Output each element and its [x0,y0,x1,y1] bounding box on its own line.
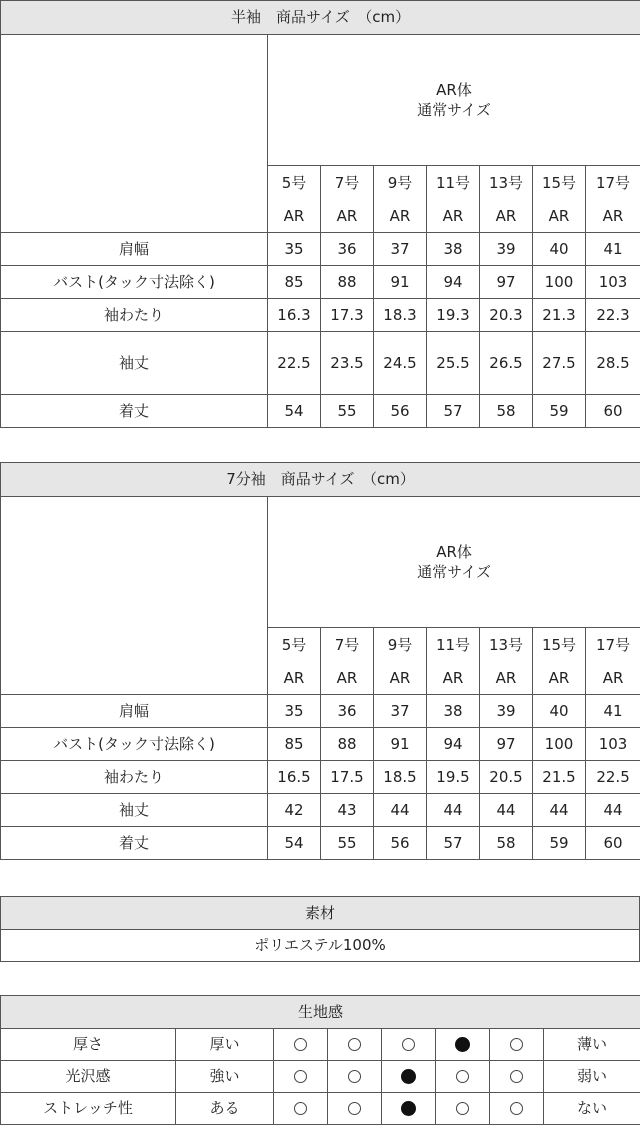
cell: 21.3 [533,299,586,332]
table-row [1,827,640,860]
size-type: AR [321,200,374,233]
cell: 85 [268,728,321,761]
cell: 103 [586,266,640,299]
cell: 24.5 [374,332,427,395]
cell: 85 [268,266,321,299]
row-label: 袖わたり [1,299,268,332]
size-type: AR [268,200,321,233]
cell: 43 [321,794,374,827]
cell: 97 [480,266,533,299]
size-header: 5号 [268,628,321,662]
rating-mark [328,1029,382,1061]
cell: 36 [321,695,374,728]
cell: 58 [480,827,533,860]
size-header: 15号 [533,166,586,200]
size-header: 17号 [586,166,640,200]
cell: 56 [374,395,427,428]
cell: 35 [268,695,321,728]
empty-circle-icon [294,1102,307,1115]
table-row [1,233,640,266]
rating-mark [274,1061,328,1093]
cell: 55 [321,827,374,860]
cell: 20.5 [480,761,533,794]
rating-mark [436,1093,490,1125]
cell: 44 [533,794,586,827]
size-type: AR [533,662,586,695]
cell: 44 [427,794,480,827]
empty-circle-icon [348,1102,361,1115]
rating-mark [436,1029,490,1061]
fabric-row-label: 厚さ [1,1029,176,1061]
cell: 18.5 [374,761,427,794]
cell: 23.5 [321,332,374,395]
size-header: 11号 [427,166,480,200]
cell: 88 [321,728,374,761]
cell: 18.3 [374,299,427,332]
material-value: ポリエステル100% [1,930,640,962]
cell: 35 [268,233,321,266]
cell: 54 [268,827,321,860]
fabric-row [1,1093,640,1125]
table-row [1,332,640,395]
size-type: AR [586,662,640,695]
size-header: 5号 [268,166,321,200]
cell: 94 [427,266,480,299]
rating-mark [490,1093,544,1125]
cell: 97 [480,728,533,761]
cell: 56 [374,827,427,860]
cell: 41 [586,233,640,266]
size-header: 7号 [321,166,374,200]
size-type: AR [321,662,374,695]
size-header: 13号 [480,628,533,662]
cell: 91 [374,728,427,761]
fabric-left-label: 強い [176,1061,274,1093]
cell: 44 [374,794,427,827]
size-header: 7号 [321,628,374,662]
rating-mark [274,1029,328,1061]
size-group-subname: 通常サイズ [417,563,491,581]
cell: 25.5 [427,332,480,395]
filled-circle-icon [401,1101,416,1116]
cell: 54 [268,395,321,428]
row-label: 着丈 [1,395,268,428]
cell: 59 [533,395,586,428]
empty-circle-icon [348,1038,361,1051]
corner-cell [1,35,268,233]
row-label: 袖丈 [1,332,268,395]
empty-circle-icon [510,1038,523,1051]
cell: 58 [480,395,533,428]
cell: 19.3 [427,299,480,332]
cell: 38 [427,695,480,728]
size-type: AR [374,662,427,695]
three-quarter-sleeve-size-table [0,462,640,860]
rating-mark [436,1061,490,1093]
cell: 21.5 [533,761,586,794]
size-header: 17号 [586,628,640,662]
cell: 103 [586,728,640,761]
fabric-row [1,1029,640,1061]
row-label: 肩幅 [1,695,268,728]
cell: 60 [586,395,640,428]
cell: 88 [321,266,374,299]
cell: 40 [533,695,586,728]
cell: 41 [586,695,640,728]
empty-circle-icon [294,1038,307,1051]
size-header: 15号 [533,628,586,662]
size-type: AR [268,662,321,695]
size-group-header [268,497,640,628]
fabric-row [1,1061,640,1093]
material-title: 素材 [1,897,640,930]
size-group-subname: 通常サイズ [417,101,491,119]
fabric-right-label: ない [544,1093,640,1125]
fabric-left-label: 厚い [176,1029,274,1061]
empty-circle-icon [402,1038,415,1051]
rating-mark [328,1093,382,1125]
table-row [1,299,640,332]
cell: 44 [586,794,640,827]
table-row [1,695,640,728]
cell: 91 [374,266,427,299]
row-label: 肩幅 [1,233,268,266]
material-table [0,896,640,962]
empty-circle-icon [294,1070,307,1083]
cell: 22.3 [586,299,640,332]
table-title: 7分袖 商品サイズ （cm） [1,463,640,497]
corner-cell [1,497,268,695]
table-row [1,794,640,827]
size-type: AR [427,662,480,695]
empty-circle-icon [456,1070,469,1083]
size-header: 11号 [427,628,480,662]
cell: 59 [533,827,586,860]
empty-circle-icon [456,1102,469,1115]
row-label: バスト(タック寸法除く) [1,728,268,761]
cell: 22.5 [268,332,321,395]
rating-mark [382,1093,436,1125]
cell: 16.3 [268,299,321,332]
row-label: バスト(タック寸法除く) [1,266,268,299]
row-label: 袖丈 [1,794,268,827]
cell: 39 [480,233,533,266]
size-type: AR [480,662,533,695]
cell: 22.5 [586,761,640,794]
size-type: AR [480,200,533,233]
rating-mark [382,1061,436,1093]
cell: 44 [480,794,533,827]
cell: 26.5 [480,332,533,395]
rating-mark [490,1029,544,1061]
fabric-left-label: ある [176,1093,274,1125]
row-label: 袖わたり [1,761,268,794]
cell: 20.3 [480,299,533,332]
cell: 100 [533,266,586,299]
fabric-feel-title: 生地感 [1,996,640,1029]
fabric-row-label: 光沢感 [1,1061,176,1093]
size-group-header [268,35,640,166]
cell: 17.5 [321,761,374,794]
size-type: AR [586,200,640,233]
size-type: AR [427,200,480,233]
table-row [1,266,640,299]
cell: 37 [374,233,427,266]
cell: 16.5 [268,761,321,794]
cell: 37 [374,695,427,728]
cell: 36 [321,233,374,266]
cell: 57 [427,395,480,428]
empty-circle-icon [510,1102,523,1115]
short-sleeve-size-table [0,0,640,428]
size-type: AR [533,200,586,233]
table-row [1,761,640,794]
size-type: AR [374,200,427,233]
cell: 28.5 [586,332,640,395]
size-header: 9号 [374,628,427,662]
table-title: 半袖 商品サイズ （cm） [1,1,640,35]
cell: 60 [586,827,640,860]
cell: 27.5 [533,332,586,395]
filled-circle-icon [455,1037,470,1052]
rating-mark [328,1061,382,1093]
cell: 39 [480,695,533,728]
fabric-right-label: 弱い [544,1061,640,1093]
fabric-row-label: ストレッチ性 [1,1093,176,1125]
fabric-right-label: 薄い [544,1029,640,1061]
empty-circle-icon [510,1070,523,1083]
row-label: 着丈 [1,827,268,860]
empty-circle-icon [348,1070,361,1083]
cell: 94 [427,728,480,761]
cell: 57 [427,827,480,860]
cell: 40 [533,233,586,266]
cell: 42 [268,794,321,827]
cell: 55 [321,395,374,428]
rating-mark [382,1029,436,1061]
rating-mark [490,1061,544,1093]
cell: 38 [427,233,480,266]
cell: 100 [533,728,586,761]
cell: 17.3 [321,299,374,332]
cell: 19.5 [427,761,480,794]
table-row [1,728,640,761]
size-group-name: AR体 [436,80,472,99]
size-header: 9号 [374,166,427,200]
size-group-name: AR体 [436,542,472,561]
fabric-feel-table [0,995,640,1125]
size-header: 13号 [480,166,533,200]
table-row [1,395,640,428]
rating-mark [274,1093,328,1125]
filled-circle-icon [401,1069,416,1084]
